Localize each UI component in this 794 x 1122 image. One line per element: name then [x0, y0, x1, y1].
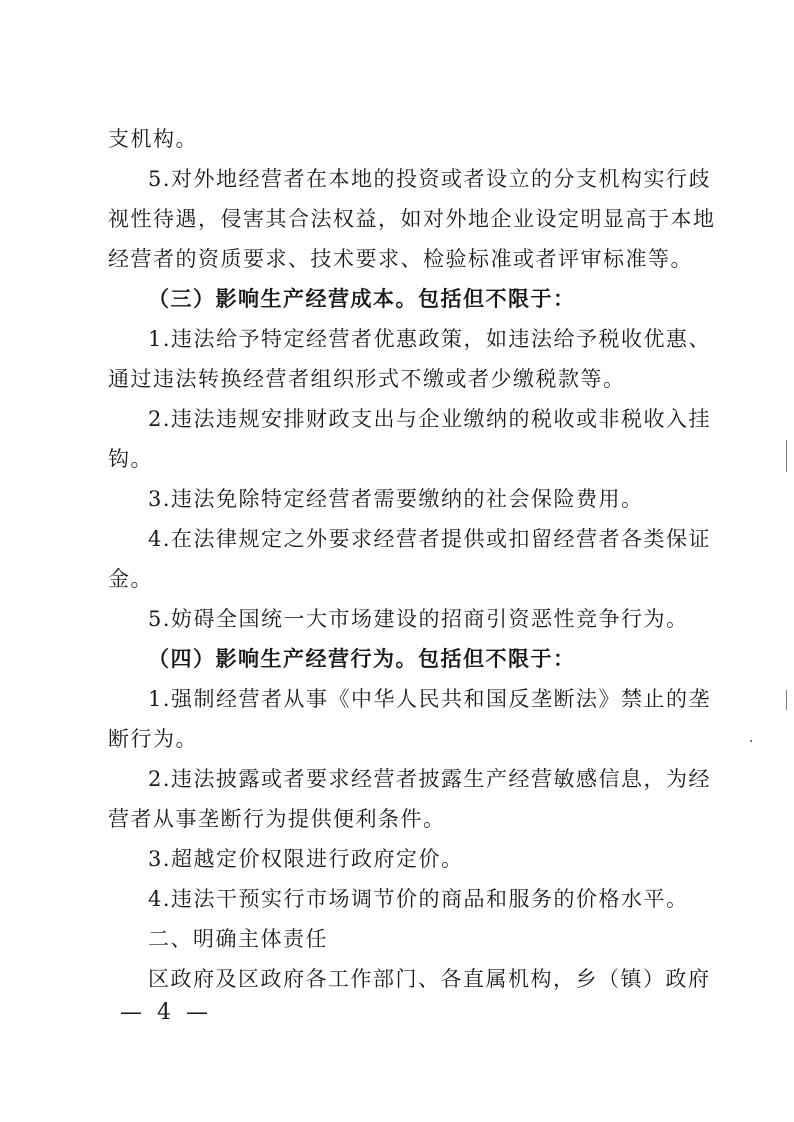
text-line: 钩。	[108, 447, 153, 471]
text-line: 断行为。	[108, 727, 198, 751]
text-line: 3.超越定价权限进行政府定价。	[148, 847, 464, 871]
page-number: — 4 —	[120, 1000, 212, 1025]
section-heading: （四）影响生产经营行为。包括但不限于：	[148, 646, 576, 671]
text-line: 通过违法转换经营者组织形式不缴或者少缴税款等。	[108, 367, 626, 391]
text-line: 视性待遇，侵害其合法权益，如对外地企业设定明显高于本地	[108, 207, 716, 231]
text-line: 2.违法违规安排财政支出与企业缴纳的税收或非税收入挂	[148, 407, 712, 431]
scan-artifact	[786, 690, 787, 710]
text-line: 4.在法律规定之外要求经营者提供或扣留经营者各类保证	[148, 527, 712, 551]
text-line: 5.妨碍全国统一大市场建设的招商引资恶性竞争行为。	[148, 607, 689, 631]
section-heading: 二、明确主体责任	[148, 927, 328, 951]
text-line: 3.违法免除特定经营者需要缴纳的社会保险费用。	[148, 487, 644, 511]
text-line: 5.对外地经营者在本地的投资或者设立的分支机构实行歧	[148, 167, 712, 191]
text-line: 区政府及区政府各工作部门、各直属机构，乡（镇）政府	[148, 967, 711, 991]
scan-artifact	[786, 440, 787, 472]
scan-artifact	[750, 740, 752, 742]
text-line: 金。	[108, 567, 153, 591]
text-line: 1.违法给予特定经营者优惠政策，如违法给予税收优惠、	[148, 327, 712, 351]
text-line: 2.违法披露或者要求经营者披露生产经营敏感信息，为经	[148, 767, 712, 791]
text-line: 经营者的资质要求、技术要求、检验标准或者评审标准等。	[108, 247, 693, 271]
text-line: 1.强制经营者从事《中华人民共和国反垄断法》禁止的垄	[148, 687, 712, 711]
text-line: 支机构。	[108, 127, 198, 151]
text-line: 4.违法干预实行市场调节价的商品和服务的价格水平。	[148, 887, 689, 911]
text-line: 营者从事垄断行为提供便利条件。	[108, 807, 446, 831]
section-heading: （三）影响生产经营成本。包括但不限于：	[148, 286, 576, 311]
